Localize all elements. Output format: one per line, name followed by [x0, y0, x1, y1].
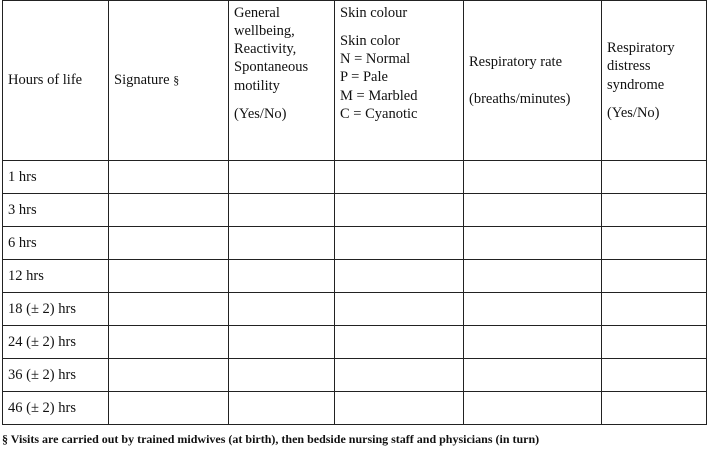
skin-colour-cell[interactable] [335, 359, 464, 392]
table-row [3, 194, 707, 227]
rds-cell[interactable] [602, 326, 707, 359]
respiratory-rate-cell[interactable] [464, 194, 602, 227]
rds-cell[interactable] [602, 194, 707, 227]
signature-cell[interactable] [109, 359, 229, 392]
table-row [3, 293, 707, 326]
header-hours-of-life: Hours of life [3, 1, 109, 161]
observation-form [2, 0, 706, 425]
skin-colour-cell[interactable] [335, 260, 464, 293]
header-respiratory-distress: Respiratory distress syndrome (Yes/No) [602, 1, 707, 161]
table-row [3, 392, 707, 425]
skin-colour-cell[interactable] [335, 227, 464, 260]
row-label: 3 hrs [3, 194, 109, 227]
row-label: 36 (± 2) hrs [3, 359, 109, 392]
footnote: § Visits are carried out by trained midwives (at birth), then bedside nursing staff and physicians (in turn) [2, 432, 540, 446]
skin-colour-cell[interactable] [335, 161, 464, 194]
header-signature: Signature § [109, 1, 229, 161]
rds-cell[interactable] [602, 161, 707, 194]
row-label: 46 (± 2) hrs [3, 392, 109, 425]
skin-colour-cell[interactable] [335, 194, 464, 227]
respiratory-rate-cell[interactable] [464, 260, 602, 293]
row-label: 12 hrs [3, 260, 109, 293]
observation-table [2, 0, 707, 425]
skin-colour-cell[interactable] [335, 392, 464, 425]
header-general-wellbeing: General wellbeing, Reactivity, Spontaneous motility (Yes/No) [229, 1, 335, 161]
table-row [3, 359, 707, 392]
signature-cell[interactable] [109, 260, 229, 293]
wellbeing-cell[interactable] [229, 227, 335, 260]
row-label: 6 hrs [3, 227, 109, 260]
rds-cell[interactable] [602, 227, 707, 260]
respiratory-rate-cell[interactable] [464, 227, 602, 260]
table-row [3, 260, 707, 293]
wellbeing-cell[interactable] [229, 161, 335, 194]
respiratory-rate-cell[interactable] [464, 392, 602, 425]
row-label: 18 (± 2) hrs [3, 293, 109, 326]
wellbeing-cell[interactable] [229, 392, 335, 425]
wellbeing-cell[interactable] [229, 359, 335, 392]
table-row [3, 326, 707, 359]
respiratory-rate-cell[interactable] [464, 161, 602, 194]
header-respiratory-rate: Respiratory rate (breaths/minutes) [464, 1, 602, 161]
header-row [3, 1, 707, 161]
wellbeing-cell[interactable] [229, 194, 335, 227]
table-row [3, 227, 707, 260]
wellbeing-cell[interactable] [229, 293, 335, 326]
respiratory-rate-cell[interactable] [464, 293, 602, 326]
signature-cell[interactable] [109, 161, 229, 194]
wellbeing-cell[interactable] [229, 326, 335, 359]
wellbeing-cell[interactable] [229, 260, 335, 293]
skin-colour-cell[interactable] [335, 326, 464, 359]
header-skin-colour: Skin colour Skin color N = Normal P = Pale M = Marbled C = Cyanotic [335, 1, 464, 161]
signature-cell[interactable] [109, 326, 229, 359]
skin-colour-cell[interactable] [335, 293, 464, 326]
signature-cell[interactable] [109, 227, 229, 260]
signature-cell[interactable] [109, 293, 229, 326]
rds-cell[interactable] [602, 392, 707, 425]
respiratory-rate-cell[interactable] [464, 359, 602, 392]
rds-cell[interactable] [602, 293, 707, 326]
row-label: 1 hrs [3, 161, 109, 194]
table-row [3, 161, 707, 194]
rds-cell[interactable] [602, 260, 707, 293]
signature-cell[interactable] [109, 392, 229, 425]
respiratory-rate-cell[interactable] [464, 326, 602, 359]
rds-cell[interactable] [602, 359, 707, 392]
row-label: 24 (± 2) hrs [3, 326, 109, 359]
signature-cell[interactable] [109, 194, 229, 227]
